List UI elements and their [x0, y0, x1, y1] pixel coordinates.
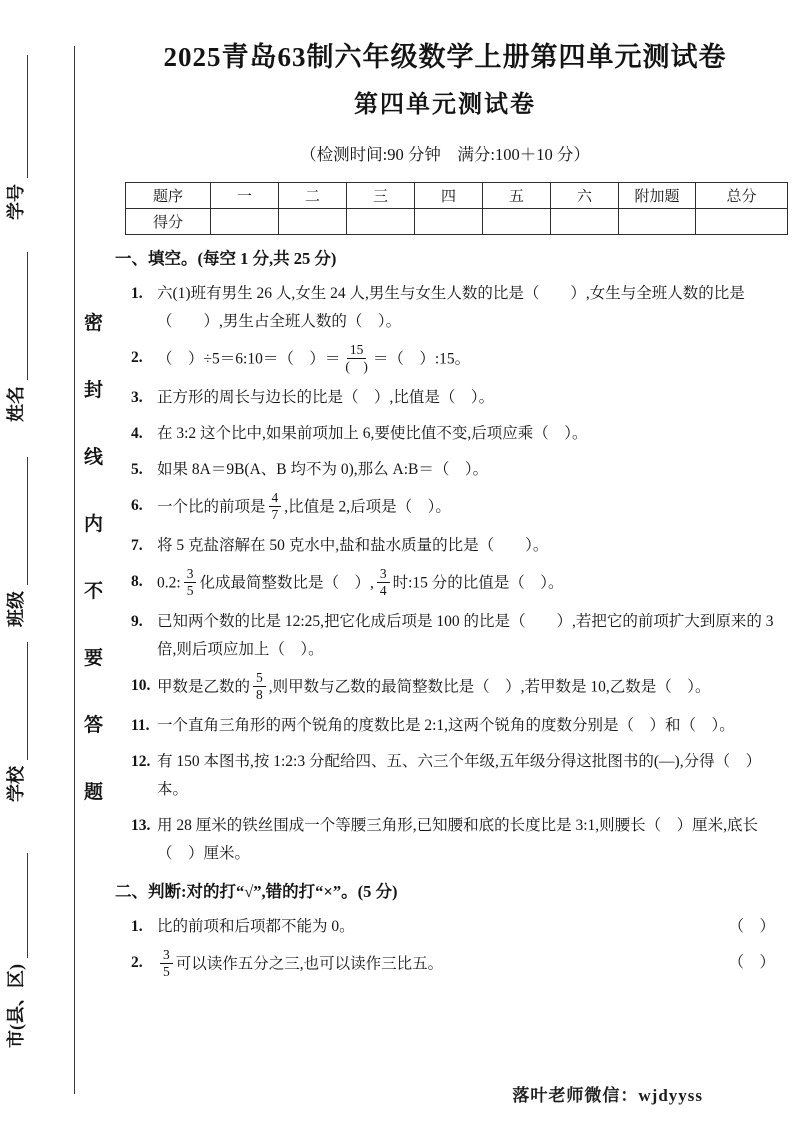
- exam-margin: [0, 0, 112, 1122]
- sections: [115, 247, 775, 981]
- write-blank-line: [7, 642, 28, 760]
- score-table-score-row: [126, 209, 788, 235]
- score-cell: [696, 209, 788, 235]
- paper-content: [115, 40, 775, 989]
- question-text: 如果 8A＝9B(A、B 均不为 0),那么 A:B＝（ ）。: [157, 461, 489, 479]
- question-number: 6.: [131, 497, 143, 515]
- score-table: [125, 182, 788, 235]
- fraction: [377, 566, 390, 598]
- score-table-header-row: [126, 183, 788, 209]
- margin-label: [2, 642, 28, 802]
- fraction-numerator: 3: [184, 566, 197, 583]
- question-item: [131, 420, 775, 448]
- fraction-denominator: ( ): [345, 358, 368, 374]
- fraction: [253, 670, 266, 702]
- question-item: [131, 384, 775, 412]
- question-item: [131, 456, 775, 484]
- question-item: [131, 492, 775, 524]
- score-table-header-cell: 题序: [126, 183, 211, 209]
- score-cell: [279, 209, 347, 235]
- question-text: 将 5 克盐溶解在 50 克水中,盐和盐水质量的比是（ ）。: [157, 537, 549, 555]
- question-number: 10.: [131, 677, 151, 695]
- question-text: 有 150 本图书,按 1:2:3 分配给四、五、六三个年级,五年级分得这批图书的(—),分得（ ）本。: [157, 753, 762, 799]
- margin-label-text: 班级: [6, 591, 26, 627]
- question-number: 7.: [131, 537, 143, 555]
- score-table-header-cell: 总分: [696, 183, 788, 209]
- margin-label: [2, 55, 28, 220]
- write-blank-line: [7, 55, 28, 178]
- score-cell: [551, 209, 619, 235]
- question-text: 比的前项和后项都不能为 0。: [157, 918, 355, 936]
- fraction-numerator: 15: [347, 342, 367, 359]
- question-text: 一个直角三角形的两个锐角的度数比是 2:1,这两个锐角的度数分别是（ ）和（ ）。: [157, 717, 735, 735]
- margin-label-text: 市(县、区): [6, 964, 26, 1048]
- page-title: 2025青岛63制六年级数学上册第四单元测试卷: [163, 42, 727, 72]
- score-cell: [619, 209, 696, 235]
- question-item: [131, 913, 775, 941]
- margin-label: [2, 457, 28, 627]
- question-item: [131, 568, 775, 600]
- question-item: [131, 344, 775, 376]
- fraction-numerator: 4: [269, 490, 282, 507]
- fraction-denominator: 4: [379, 582, 387, 598]
- question-number: 3.: [131, 389, 143, 407]
- seal-line-rule: [74, 46, 75, 1094]
- score-table-header-cell: 附加题: [619, 183, 696, 209]
- teacher-watermark: 落叶老师微信：wjdyyss: [512, 1086, 703, 1105]
- question-text: （ ）÷5＝6:10＝（ ）＝ $\frac{15}{( )}$ ＝（ ）:15。: [157, 342, 471, 374]
- question-text: 0.2: $\frac{3}{5}$ 化成最简整数比是（ ）, $\frac{3}{4}$ 时:15 分的比值是（ ）。: [157, 566, 564, 598]
- question-text: 用 28 厘米的铁丝围成一个等腰三角形,已知腰和底的长度比是 3:1,则腰长（ ）厘米,底长（ ）厘米。: [157, 817, 759, 863]
- answer-blank: （ ）: [728, 918, 775, 936]
- seal-text: [84, 308, 103, 804]
- margin-label: [2, 853, 28, 1048]
- exam-info-line: （检测时间:90 分钟 满分:100＋10 分）: [300, 145, 590, 164]
- question-item: [131, 280, 775, 336]
- seal-char: 答: [84, 715, 104, 736]
- question-item: [131, 748, 775, 804]
- question-text: 正方形的周长与边长的比是（ ）,比值是（ ）。: [157, 389, 495, 407]
- score-cell: [483, 209, 551, 235]
- question-number: 12.: [131, 753, 151, 771]
- question-item: [131, 712, 775, 740]
- question-text: $\frac{3}{5}$ 可以读作五分之三,也可以读作三比五。: [157, 949, 720, 981]
- score-cell: [415, 209, 483, 235]
- seal-char: 线: [84, 447, 104, 468]
- score-table-header-cell: 六: [551, 183, 619, 209]
- fraction-numerator: 3: [377, 566, 390, 583]
- answer-blank: （ ）: [728, 954, 775, 972]
- fraction: [184, 566, 197, 598]
- margin-label-text: 学校: [6, 766, 26, 802]
- score-table-header-cell: 三: [347, 183, 415, 209]
- seal-char: 不: [84, 581, 104, 602]
- question-item: [131, 608, 775, 664]
- question-text: 甲数是乙数的 $\frac{5}{8}$ ,则甲数与乙数的最简整数比是（ ）,若甲数是 10,乙数是（ ）。: [157, 670, 711, 702]
- question-number: 4.: [131, 425, 143, 443]
- fraction: [160, 947, 173, 979]
- question-number: 2.: [131, 349, 143, 366]
- seal-char: 内: [84, 514, 104, 535]
- score-cell: [211, 209, 279, 235]
- seal-char: 题: [84, 782, 104, 803]
- margin-label-text: 姓名: [6, 386, 26, 422]
- fraction-denominator: 8: [256, 686, 263, 702]
- seal-char: 封: [84, 380, 104, 401]
- question-number: 8.: [131, 573, 143, 591]
- question-number: 13.: [131, 817, 151, 835]
- question-item: [131, 949, 775, 981]
- question-text: 一个比的前项是 $\frac{4}{7}$ ,比值是 2,后项是（ ）。: [157, 490, 451, 522]
- question-item: [131, 812, 775, 868]
- question-number: 9.: [131, 613, 143, 631]
- score-table-header-cell: 一: [211, 183, 279, 209]
- question-number: 5.: [131, 461, 143, 479]
- question-number: 11.: [131, 717, 150, 735]
- section-title: 二、判断:对的打“√”,错的打“×”。(5 分): [115, 882, 398, 902]
- question-item: [131, 672, 775, 704]
- sub-title: 第四单元测试卷: [354, 92, 536, 118]
- write-blank-line: [7, 457, 28, 585]
- write-blank-line: [7, 252, 28, 380]
- score-table-header-cell: 四: [415, 183, 483, 209]
- section-title: 一、填空。(每空 1 分,共 25 分): [115, 249, 337, 268]
- question-number: 1.: [131, 285, 143, 302]
- score-cell: [347, 209, 415, 235]
- score-row-label: 得分: [126, 209, 211, 235]
- seal-char: 密: [84, 313, 104, 334]
- fraction: [343, 342, 370, 374]
- fraction-denominator: 5: [163, 963, 170, 979]
- score-table-header-cell: 二: [279, 183, 347, 209]
- margin-label-text: 学号: [6, 184, 26, 220]
- question-number: 1.: [131, 918, 143, 936]
- fraction-numerator: 5: [253, 670, 266, 687]
- fraction-denominator: 5: [186, 582, 194, 598]
- question-text: 六(1)班有男生 26 人,女生 24 人,男生与女生人数的比是（ ）,女生与全班人数的比是（ ）,男生占全班人数的（ ）。: [157, 285, 745, 330]
- question-number: 2.: [131, 954, 143, 972]
- fraction: [269, 490, 282, 522]
- question-text: 已知两个数的比是 12:25,把它化成后项是 100 的比是（ ）,若把它的前项扩大到原来的 3 倍,则后项应加上（ ）。: [157, 613, 774, 659]
- score-table-header-cell: 五: [483, 183, 551, 209]
- question-text: 在 3:2 这个比中,如果前项加上 6,要使比值不变,后项应乘（ ）。: [157, 425, 588, 443]
- fraction-denominator: 7: [271, 506, 279, 522]
- write-blank-line: [7, 853, 28, 958]
- seal-char: 要: [84, 648, 104, 669]
- question-item: [131, 532, 775, 560]
- fraction-numerator: 3: [160, 947, 173, 964]
- margin-label: [2, 252, 28, 422]
